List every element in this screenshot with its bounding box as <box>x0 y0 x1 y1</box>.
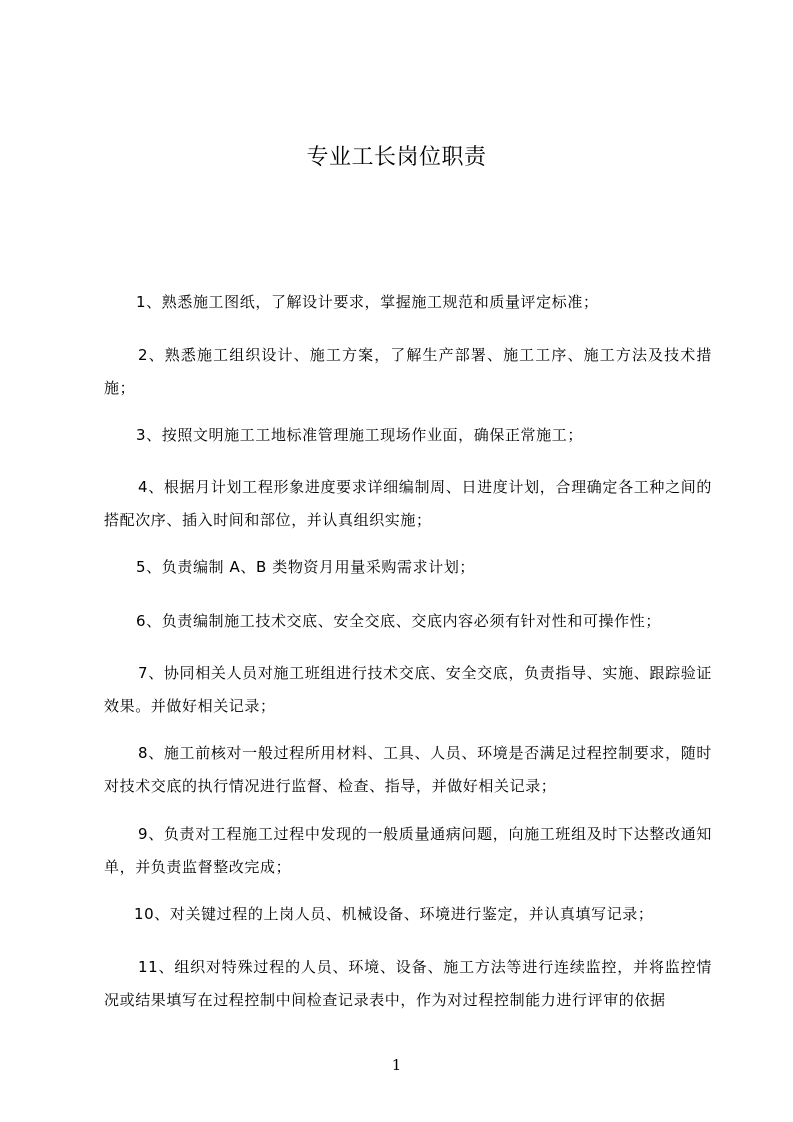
duty-item-5: 5、负责编制 A、B 类物资月用量采购需求计划； <box>136 558 476 576</box>
duty-item-11: 11、组织对特殊过程的人员、环境、设备、施工方法等进行连续监控，并将监控情况或结果填写在过程控制中间检查记录表中，作为对过程控制能力进行评审的依据 <box>104 958 712 1009</box>
duty-item-7: 7、协同相关人员对施工班组进行技术交底、安全交底，负责指导、实施、跟踪验证效果。并做好相关记录； <box>104 664 712 715</box>
duty-item-1: 1、熟悉施工图纸，了解设计要求，掌握施工规范和质量评定标准； <box>136 293 599 311</box>
duty-item-8: 8、施工前核对一般过程所用材料、工具、人员、环境是否满足过程控制要求，随时对技术交底的执行情况进行监督、检查、指导，并做好相关记录； <box>104 744 712 795</box>
page-number: 1 <box>391 1056 402 1074</box>
duty-item-10: 10、对关键过程的上岗人员、机械设备、环境进行鉴定，并认真填写记录； <box>134 905 654 923</box>
duty-item-9: 9、负责对工程施工过程中发现的一般质量通病问题，向施工班组及时下达整改通知单，并负责监督整改完成； <box>104 825 712 876</box>
duty-item-2: 2、熟悉施工组织设计、施工方案，了解生产部署、施工工序、施工方法及技术措施； <box>104 346 712 397</box>
duty-item-4: 4、根据月计划工程形象进度要求详细编制周、日进度计划，合理确定各工种之间的搭配次序、插入时间和部位，并认真组织实施； <box>104 478 712 529</box>
duty-item-6: 6、负责编制施工技术交底、安全交底、交底内容必须有针对性和可操作性； <box>136 612 661 630</box>
page-title: 专业工长岗位职责 <box>306 145 487 170</box>
duty-item-3: 3、按照文明施工工地标准管理施工现场作业面，确保正常施工； <box>136 426 583 444</box>
